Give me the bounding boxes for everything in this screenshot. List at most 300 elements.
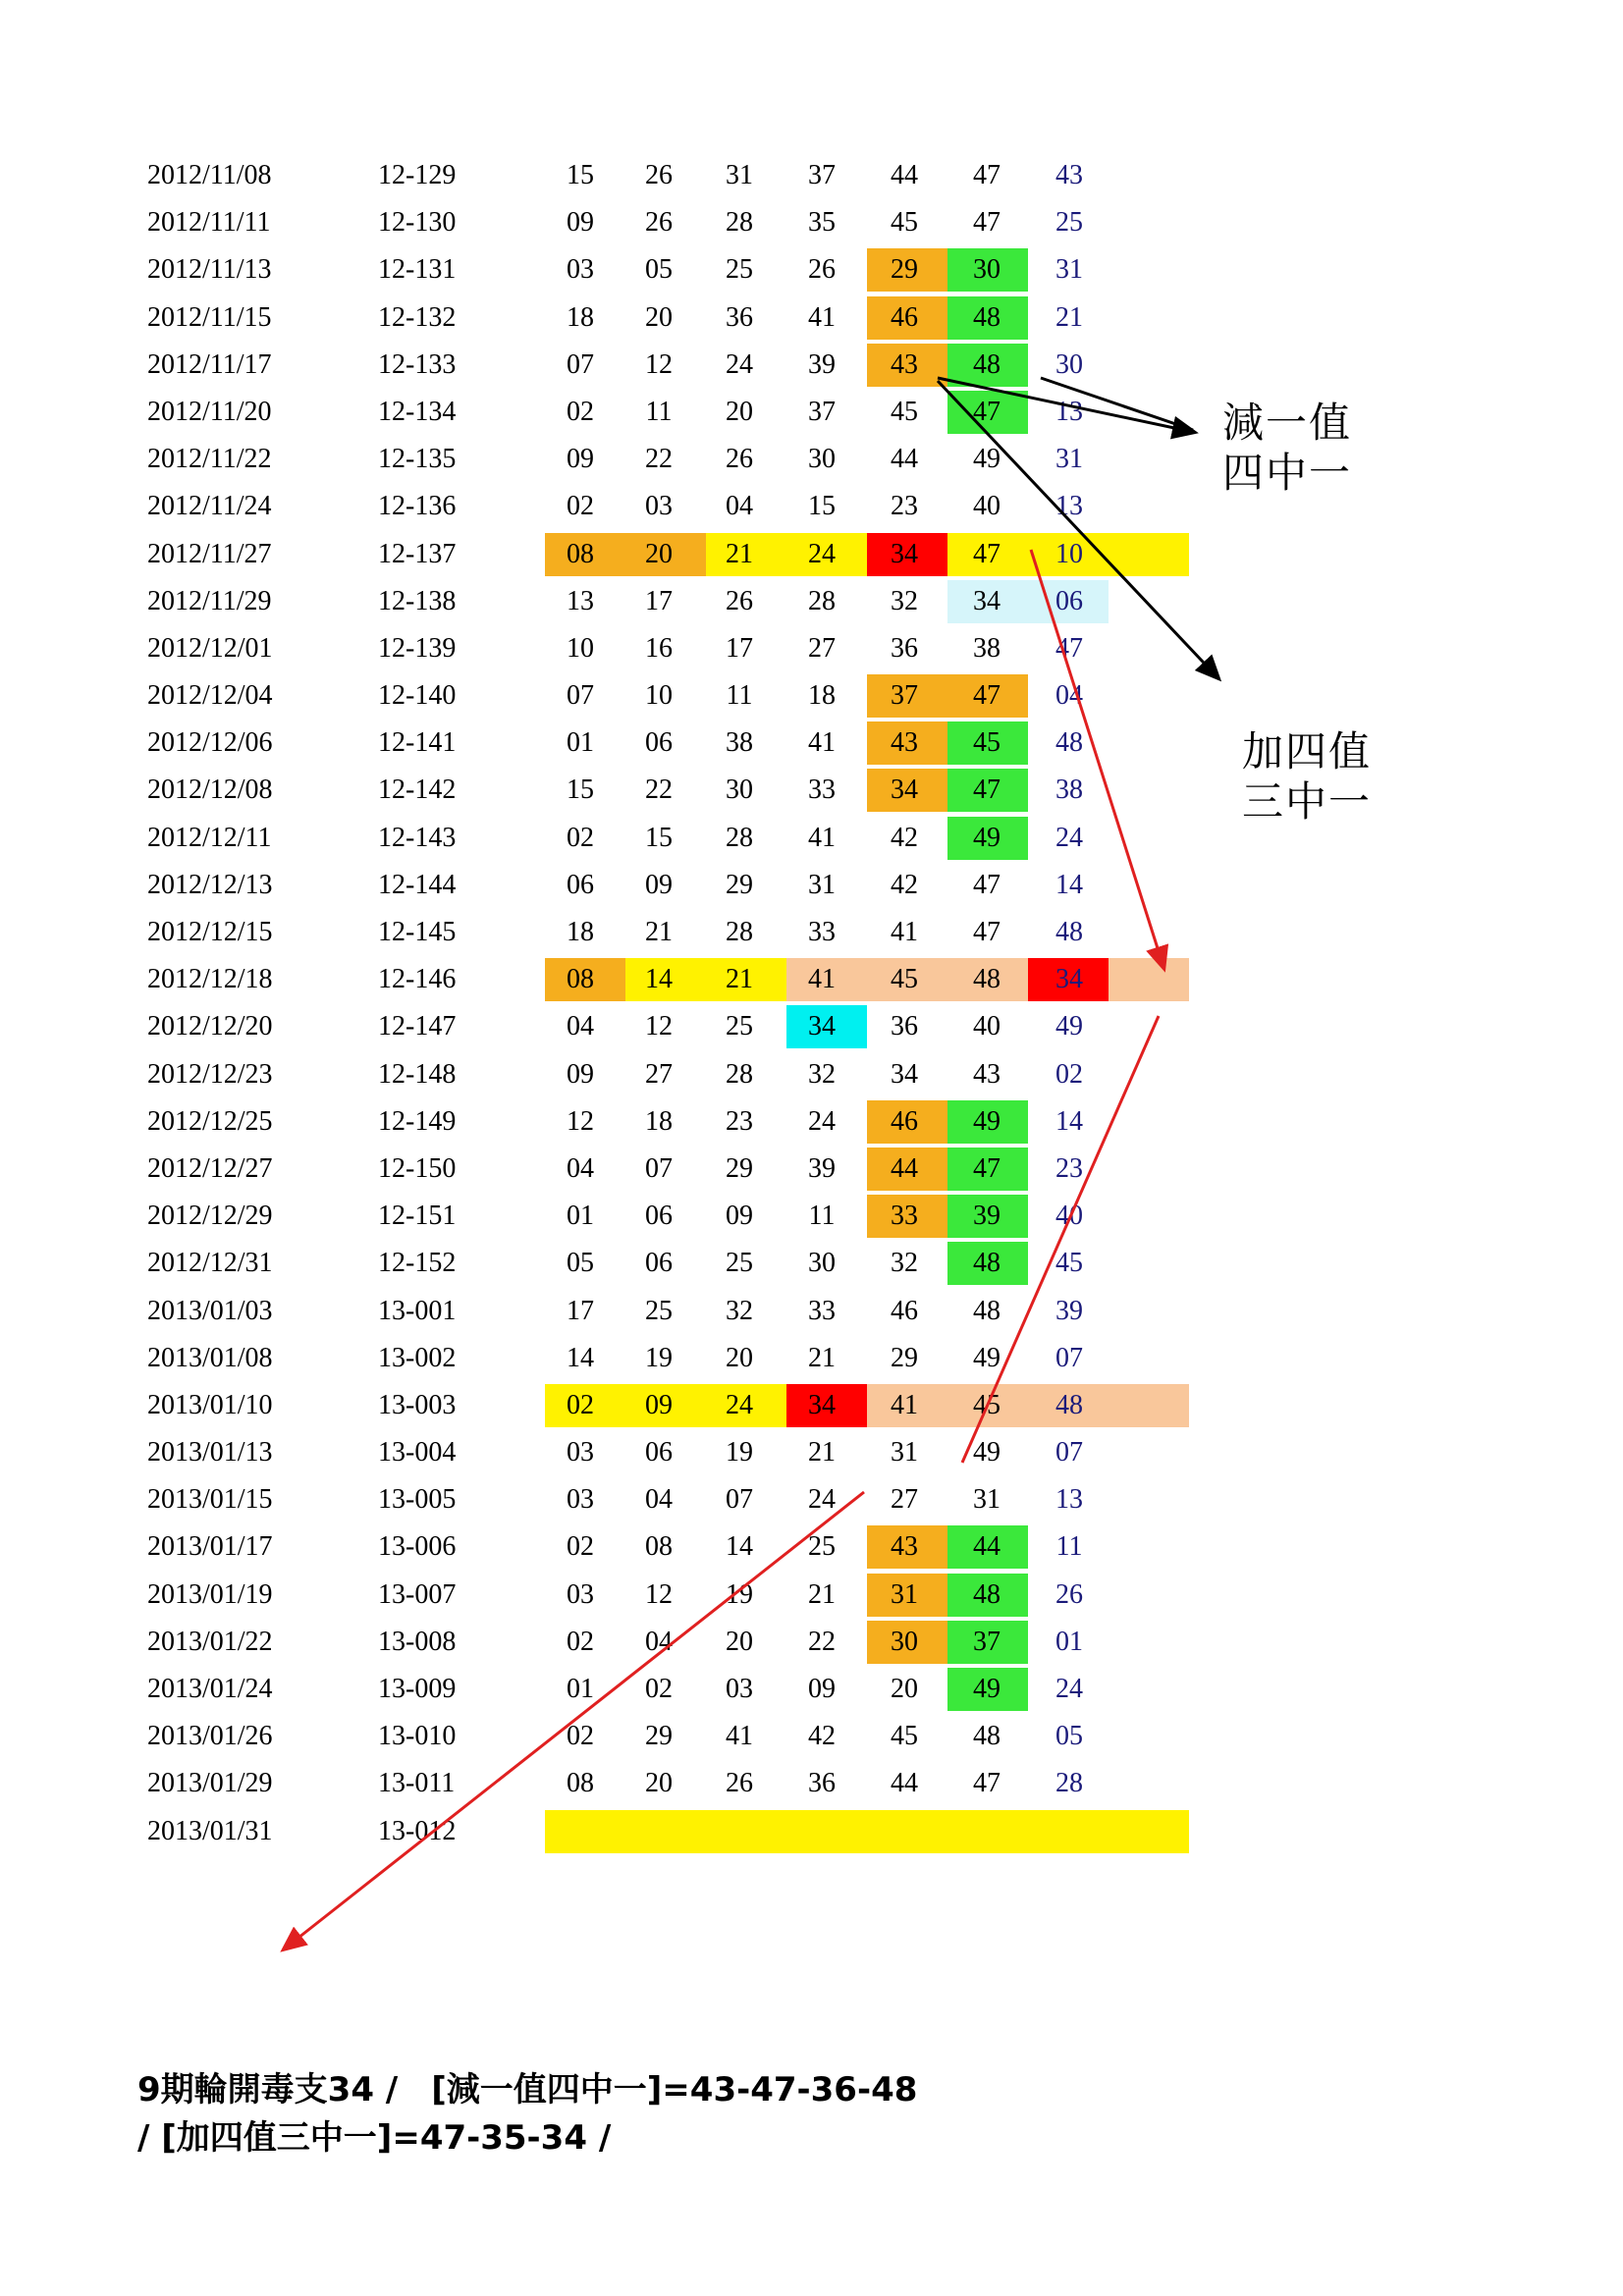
draw-number: 05 <box>567 1248 594 1279</box>
draw-number: 34 <box>891 1058 918 1090</box>
special-number: 26 <box>1055 1578 1083 1610</box>
draw-number: 03 <box>645 491 673 522</box>
draw-number: 02 <box>567 396 594 427</box>
draw-issue: 12-135 <box>378 444 457 475</box>
draw-number: 09 <box>567 444 594 475</box>
draw-number: 06 <box>645 1437 673 1468</box>
draw-number: 28 <box>726 917 753 947</box>
draw-date: 2013/01/03 <box>147 1295 273 1326</box>
draw-number: 20 <box>891 1674 918 1704</box>
special-number: 38 <box>1055 774 1083 806</box>
draw-number: 33 <box>808 1295 836 1326</box>
draw-number: 05 <box>645 254 673 286</box>
draw-number: 45 <box>891 964 918 995</box>
draw-number: 17 <box>645 585 673 616</box>
draw-number: 09 <box>567 207 594 239</box>
summary-footer <box>137 2066 1512 2163</box>
special-number: 13 <box>1055 396 1083 427</box>
draw-number: 01 <box>567 1674 594 1704</box>
draw-number: 01 <box>567 727 594 759</box>
draw-number: 17 <box>567 1295 594 1326</box>
draw-issue: 12-145 <box>378 917 457 947</box>
draw-number: 04 <box>645 1626 673 1657</box>
draw-number: 28 <box>726 207 753 239</box>
draw-date: 2013/01/08 <box>147 1342 273 1373</box>
draw-number: 33 <box>808 774 836 806</box>
draw-number: 11 <box>645 396 673 427</box>
table-row <box>147 1335 1227 1382</box>
draw-number: 39 <box>808 1152 836 1184</box>
draw-number: 02 <box>567 1721 594 1752</box>
draw-number: 14 <box>645 964 673 995</box>
draw-number: 31 <box>808 869 836 900</box>
draw-issue: 12-130 <box>378 207 457 239</box>
draw-number: 37 <box>973 1626 1001 1657</box>
special-number: 48 <box>1055 917 1083 947</box>
annotation-note-1-line1: 減一值 <box>1222 399 1353 447</box>
draw-number: 33 <box>808 917 836 947</box>
draw-date: 2013/01/31 <box>147 1815 273 1846</box>
draw-number: 41 <box>808 301 836 333</box>
draw-number: 32 <box>808 1058 836 1090</box>
draw-number: 41 <box>808 727 836 759</box>
special-number: 14 <box>1055 869 1083 900</box>
draw-number: 02 <box>567 1626 594 1657</box>
table-row <box>147 862 1227 909</box>
draw-number: 04 <box>567 1152 594 1184</box>
draw-number: 21 <box>808 1342 836 1373</box>
draw-number: 03 <box>567 1484 594 1516</box>
draw-issue: 12-132 <box>378 301 457 333</box>
draw-number: 36 <box>726 301 753 333</box>
draw-date: 2012/11/29 <box>147 585 272 616</box>
special-number: 45 <box>1055 1248 1083 1279</box>
draw-number: 46 <box>891 1295 918 1326</box>
special-number: 10 <box>1055 538 1083 569</box>
draw-number: 29 <box>645 1721 673 1752</box>
special-number: 23 <box>1055 1152 1083 1184</box>
draw-number: 15 <box>645 822 673 853</box>
draw-number: 31 <box>726 160 753 190</box>
special-number: 31 <box>1055 254 1083 286</box>
special-number: 21 <box>1055 301 1083 333</box>
draw-date: 2012/11/20 <box>147 396 272 427</box>
draw-issue: 13-001 <box>378 1295 457 1326</box>
table-row <box>147 1666 1227 1713</box>
draw-number: 15 <box>808 491 836 522</box>
draw-issue: 12-148 <box>378 1058 457 1090</box>
draw-number: 34 <box>973 585 1001 616</box>
table-row <box>147 531 1227 578</box>
special-number: 25 <box>1055 207 1083 239</box>
draw-number: 11 <box>726 680 753 712</box>
draw-number: 49 <box>973 1674 1001 1704</box>
table-row <box>147 1760 1227 1807</box>
draw-number: 49 <box>973 1105 1001 1137</box>
special-number: 07 <box>1055 1437 1083 1468</box>
draw-number: 02 <box>567 1531 594 1563</box>
table-row <box>147 1429 1227 1476</box>
draw-number: 46 <box>891 1105 918 1137</box>
draw-issue: 12-141 <box>378 727 457 759</box>
draw-number: 18 <box>808 680 836 712</box>
draw-number: 09 <box>645 869 673 900</box>
special-number: 40 <box>1055 1201 1083 1232</box>
draw-number: 03 <box>726 1674 753 1704</box>
draw-number: 21 <box>726 538 753 569</box>
draw-number: 03 <box>567 1578 594 1610</box>
draw-date: 2012/11/15 <box>147 301 272 333</box>
draw-number: 29 <box>726 1152 753 1184</box>
table-row <box>147 483 1227 530</box>
cell-highlight <box>706 1810 786 1853</box>
draw-number: 27 <box>808 632 836 664</box>
cell-highlight <box>867 1810 947 1853</box>
draw-number: 15 <box>567 774 594 806</box>
special-number: 39 <box>1055 1295 1083 1326</box>
draw-number: 48 <box>973 1721 1001 1752</box>
special-number: 31 <box>1055 444 1083 475</box>
draw-number: 26 <box>645 160 673 190</box>
draw-number: 20 <box>726 1626 753 1657</box>
draw-issue: 13-004 <box>378 1437 457 1468</box>
draw-number: 47 <box>973 396 1001 427</box>
draw-number: 20 <box>645 1768 673 1799</box>
draw-number: 12 <box>645 348 673 380</box>
draw-date: 2012/12/04 <box>147 680 273 712</box>
draw-number: 09 <box>567 1058 594 1090</box>
draw-date: 2013/01/15 <box>147 1484 273 1516</box>
draw-issue: 12-131 <box>378 254 457 286</box>
draw-number: 21 <box>645 917 673 947</box>
draw-number: 07 <box>645 1152 673 1184</box>
draw-number: 41 <box>808 964 836 995</box>
table-row <box>147 720 1227 767</box>
table-row <box>147 1146 1227 1193</box>
draw-date: 2012/12/27 <box>147 1152 273 1184</box>
draw-number: 26 <box>645 207 673 239</box>
draw-number: 37 <box>891 680 918 712</box>
draw-date: 2012/11/24 <box>147 491 272 522</box>
draw-date: 2012/11/08 <box>147 160 272 190</box>
draw-number: 08 <box>567 538 594 569</box>
draw-number: 43 <box>891 348 918 380</box>
draw-issue: 12-133 <box>378 348 457 380</box>
draw-number: 09 <box>808 1674 836 1704</box>
table-row <box>147 578 1227 625</box>
draw-number: 44 <box>891 160 918 190</box>
draw-number: 32 <box>891 1248 918 1279</box>
draw-number: 41 <box>891 917 918 947</box>
draw-date: 2012/12/18 <box>147 964 273 995</box>
draw-number: 21 <box>808 1437 836 1468</box>
special-number: 24 <box>1055 822 1083 853</box>
draw-number: 22 <box>808 1626 836 1657</box>
draw-number: 30 <box>808 1248 836 1279</box>
draw-number: 47 <box>973 1768 1001 1799</box>
special-number: 49 <box>1055 1011 1083 1042</box>
draw-number: 16 <box>645 632 673 664</box>
draw-number: 17 <box>726 632 753 664</box>
draw-number: 21 <box>808 1578 836 1610</box>
draw-number: 18 <box>645 1105 673 1137</box>
draw-number: 06 <box>645 1201 673 1232</box>
draw-issue: 12-143 <box>378 822 457 853</box>
special-number: 11 <box>1055 1531 1083 1563</box>
draw-number: 10 <box>645 680 673 712</box>
draw-number: 36 <box>891 632 918 664</box>
draw-number: 30 <box>726 774 753 806</box>
cell-highlight <box>786 1810 867 1853</box>
table-row <box>147 625 1227 672</box>
draw-issue: 13-012 <box>378 1815 457 1846</box>
special-number: 48 <box>1055 727 1083 759</box>
draw-date: 2012/12/11 <box>147 822 272 853</box>
draw-number: 46 <box>891 301 918 333</box>
draw-number: 34 <box>891 538 918 569</box>
draw-number: 48 <box>973 348 1001 380</box>
cell-highlight <box>625 1810 706 1853</box>
draw-issue: 12-140 <box>378 680 457 712</box>
draw-date: 2012/11/27 <box>147 538 272 569</box>
draw-number: 13 <box>567 585 594 616</box>
special-number: 01 <box>1055 1626 1083 1657</box>
draw-number: 47 <box>973 538 1001 569</box>
draw-date: 2012/12/15 <box>147 917 273 947</box>
draw-number: 02 <box>567 822 594 853</box>
draw-issue: 12-142 <box>378 774 457 806</box>
draw-number: 47 <box>973 917 1001 947</box>
draw-number: 20 <box>726 396 753 427</box>
draw-number: 24 <box>808 538 836 569</box>
draw-number: 12 <box>567 1105 594 1137</box>
draw-number: 43 <box>891 727 918 759</box>
draw-date: 2012/11/11 <box>147 207 271 239</box>
draw-number: 47 <box>973 869 1001 900</box>
draw-number: 28 <box>726 822 753 853</box>
draw-date: 2013/01/26 <box>147 1721 273 1752</box>
draw-number: 27 <box>645 1058 673 1090</box>
draw-number: 48 <box>973 301 1001 333</box>
draw-date: 2012/12/23 <box>147 1058 273 1090</box>
draw-number: 19 <box>645 1342 673 1373</box>
draw-number: 38 <box>973 632 1001 664</box>
draw-date: 2012/11/22 <box>147 444 272 475</box>
draw-number: 40 <box>973 1011 1001 1042</box>
draw-number: 34 <box>891 774 918 806</box>
draw-number: 47 <box>973 680 1001 712</box>
table-row <box>147 1098 1227 1146</box>
draw-number: 04 <box>645 1484 673 1516</box>
draw-number: 44 <box>891 1768 918 1799</box>
draw-number: 02 <box>567 1389 594 1420</box>
draw-number: 26 <box>726 1768 753 1799</box>
draw-date: 2013/01/17 <box>147 1531 273 1563</box>
draw-number: 47 <box>973 774 1001 806</box>
draw-number: 49 <box>973 1437 1001 1468</box>
draw-date: 2013/01/29 <box>147 1768 273 1799</box>
draw-number: 25 <box>726 254 753 286</box>
draw-issue: 12-139 <box>378 632 457 664</box>
special-number: 43 <box>1055 160 1083 190</box>
draw-issue: 12-136 <box>378 491 457 522</box>
draw-date: 2012/11/13 <box>147 254 272 286</box>
draw-number: 45 <box>891 1721 918 1752</box>
table-row <box>147 1572 1227 1619</box>
draw-number: 41 <box>726 1721 753 1752</box>
draw-number: 45 <box>973 1389 1001 1420</box>
draw-date: 2012/12/01 <box>147 632 273 664</box>
draw-number: 29 <box>891 1342 918 1373</box>
draw-number: 20 <box>645 538 673 569</box>
special-number: 07 <box>1055 1342 1083 1373</box>
cell-highlight <box>1109 1384 1189 1427</box>
draw-issue: 13-003 <box>378 1389 457 1420</box>
draw-number: 35 <box>808 207 836 239</box>
draw-results-table <box>147 152 1227 1855</box>
draw-number: 19 <box>726 1578 753 1610</box>
draw-number: 12 <box>645 1578 673 1610</box>
draw-number: 48 <box>973 1248 1001 1279</box>
cell-highlight <box>1028 1810 1109 1853</box>
draw-date: 2013/01/13 <box>147 1437 273 1468</box>
draw-issue: 12-147 <box>378 1011 457 1042</box>
table-row <box>147 1476 1227 1523</box>
draw-number: 01 <box>567 1201 594 1232</box>
table-row <box>147 436 1227 483</box>
draw-number: 06 <box>567 869 594 900</box>
draw-number: 25 <box>726 1248 753 1279</box>
draw-number: 47 <box>973 207 1001 239</box>
draw-number: 43 <box>891 1531 918 1563</box>
draw-date: 2012/12/29 <box>147 1201 273 1232</box>
draw-number: 49 <box>973 444 1001 475</box>
draw-number: 48 <box>973 964 1001 995</box>
cell-highlight <box>1109 533 1189 576</box>
draw-number: 38 <box>726 727 753 759</box>
draw-number: 18 <box>567 301 594 333</box>
special-number: 04 <box>1055 680 1083 712</box>
draw-number: 24 <box>808 1484 836 1516</box>
draw-number: 21 <box>726 964 753 995</box>
draw-number: 32 <box>726 1295 753 1326</box>
draw-issue: 12-146 <box>378 964 457 995</box>
table-row <box>147 1523 1227 1571</box>
cell-highlight <box>1109 1810 1189 1853</box>
draw-issue: 12-138 <box>378 585 457 616</box>
draw-number: 03 <box>567 1437 594 1468</box>
draw-number: 33 <box>891 1201 918 1232</box>
special-number: 34 <box>1055 964 1083 995</box>
special-number: 02 <box>1055 1058 1083 1090</box>
draw-number: 06 <box>645 1248 673 1279</box>
draw-number: 07 <box>726 1484 753 1516</box>
draw-number: 44 <box>891 1152 918 1184</box>
draw-number: 28 <box>726 1058 753 1090</box>
draw-number: 09 <box>645 1389 673 1420</box>
draw-number: 30 <box>973 254 1001 286</box>
draw-date: 2013/01/10 <box>147 1389 273 1420</box>
cell-highlight <box>947 1810 1028 1853</box>
special-number: 06 <box>1055 585 1083 616</box>
draw-number: 25 <box>726 1011 753 1042</box>
draw-number: 42 <box>891 822 918 853</box>
draw-date: 2012/12/08 <box>147 774 273 806</box>
draw-issue: 13-010 <box>378 1721 457 1752</box>
draw-issue: 12-149 <box>378 1105 457 1137</box>
table-row <box>147 767 1227 814</box>
table-row <box>147 1193 1227 1240</box>
draw-number: 40 <box>973 491 1001 522</box>
special-number: 48 <box>1055 1389 1083 1420</box>
draw-number: 34 <box>808 1389 836 1420</box>
draw-date: 2012/12/06 <box>147 727 273 759</box>
summary-line-2: / [加四值三中一]=47-35-34 / <box>137 2118 612 2159</box>
table-row <box>147 1003 1227 1050</box>
draw-number: 06 <box>645 727 673 759</box>
special-number: 14 <box>1055 1105 1083 1137</box>
draw-date: 2012/12/31 <box>147 1248 273 1279</box>
draw-number: 25 <box>645 1295 673 1326</box>
draw-number: 36 <box>808 1768 836 1799</box>
draw-number: 22 <box>645 774 673 806</box>
table-row <box>147 246 1227 294</box>
table-row <box>147 909 1227 956</box>
draw-issue: 12-144 <box>378 869 457 900</box>
table-row <box>147 672 1227 720</box>
draw-number: 31 <box>891 1437 918 1468</box>
draw-number: 49 <box>973 1342 1001 1373</box>
draw-number: 27 <box>891 1484 918 1516</box>
draw-number: 19 <box>726 1437 753 1468</box>
draw-number: 02 <box>567 491 594 522</box>
special-number: 47 <box>1055 632 1083 664</box>
draw-number: 09 <box>726 1201 753 1232</box>
table-row <box>147 389 1227 436</box>
draw-date: 2012/12/13 <box>147 869 273 900</box>
special-number: 30 <box>1055 348 1083 380</box>
draw-number: 04 <box>726 491 753 522</box>
draw-number: 43 <box>973 1058 1001 1090</box>
annotation-note-1-line2: 四中一 <box>1222 449 1353 498</box>
draw-date: 2013/01/22 <box>147 1626 273 1657</box>
draw-number: 41 <box>808 822 836 853</box>
draw-number: 31 <box>973 1484 1001 1516</box>
draw-number: 41 <box>891 1389 918 1420</box>
draw-number: 30 <box>891 1626 918 1657</box>
annotation-note-1 <box>1222 398 1352 498</box>
draw-number: 18 <box>567 917 594 947</box>
annotation-note-2 <box>1242 726 1372 827</box>
draw-number: 08 <box>645 1531 673 1563</box>
draw-number: 02 <box>645 1674 673 1704</box>
table-row <box>147 199 1227 246</box>
table-row <box>147 815 1227 862</box>
draw-number: 15 <box>567 160 594 190</box>
summary-line-1: 9期輪開毒支34 / [減一值四中一]=43-47-36-48 <box>137 2070 918 2109</box>
draw-issue: 13-006 <box>378 1531 457 1563</box>
draw-number: 20 <box>645 301 673 333</box>
draw-number: 30 <box>808 444 836 475</box>
draw-issue: 12-137 <box>378 538 457 569</box>
draw-number: 11 <box>808 1201 836 1232</box>
table-row <box>147 1240 1227 1287</box>
draw-number: 25 <box>808 1531 836 1563</box>
draw-number: 08 <box>567 1768 594 1799</box>
draw-number: 07 <box>567 348 594 380</box>
draw-number: 31 <box>891 1578 918 1610</box>
draw-number: 23 <box>891 491 918 522</box>
